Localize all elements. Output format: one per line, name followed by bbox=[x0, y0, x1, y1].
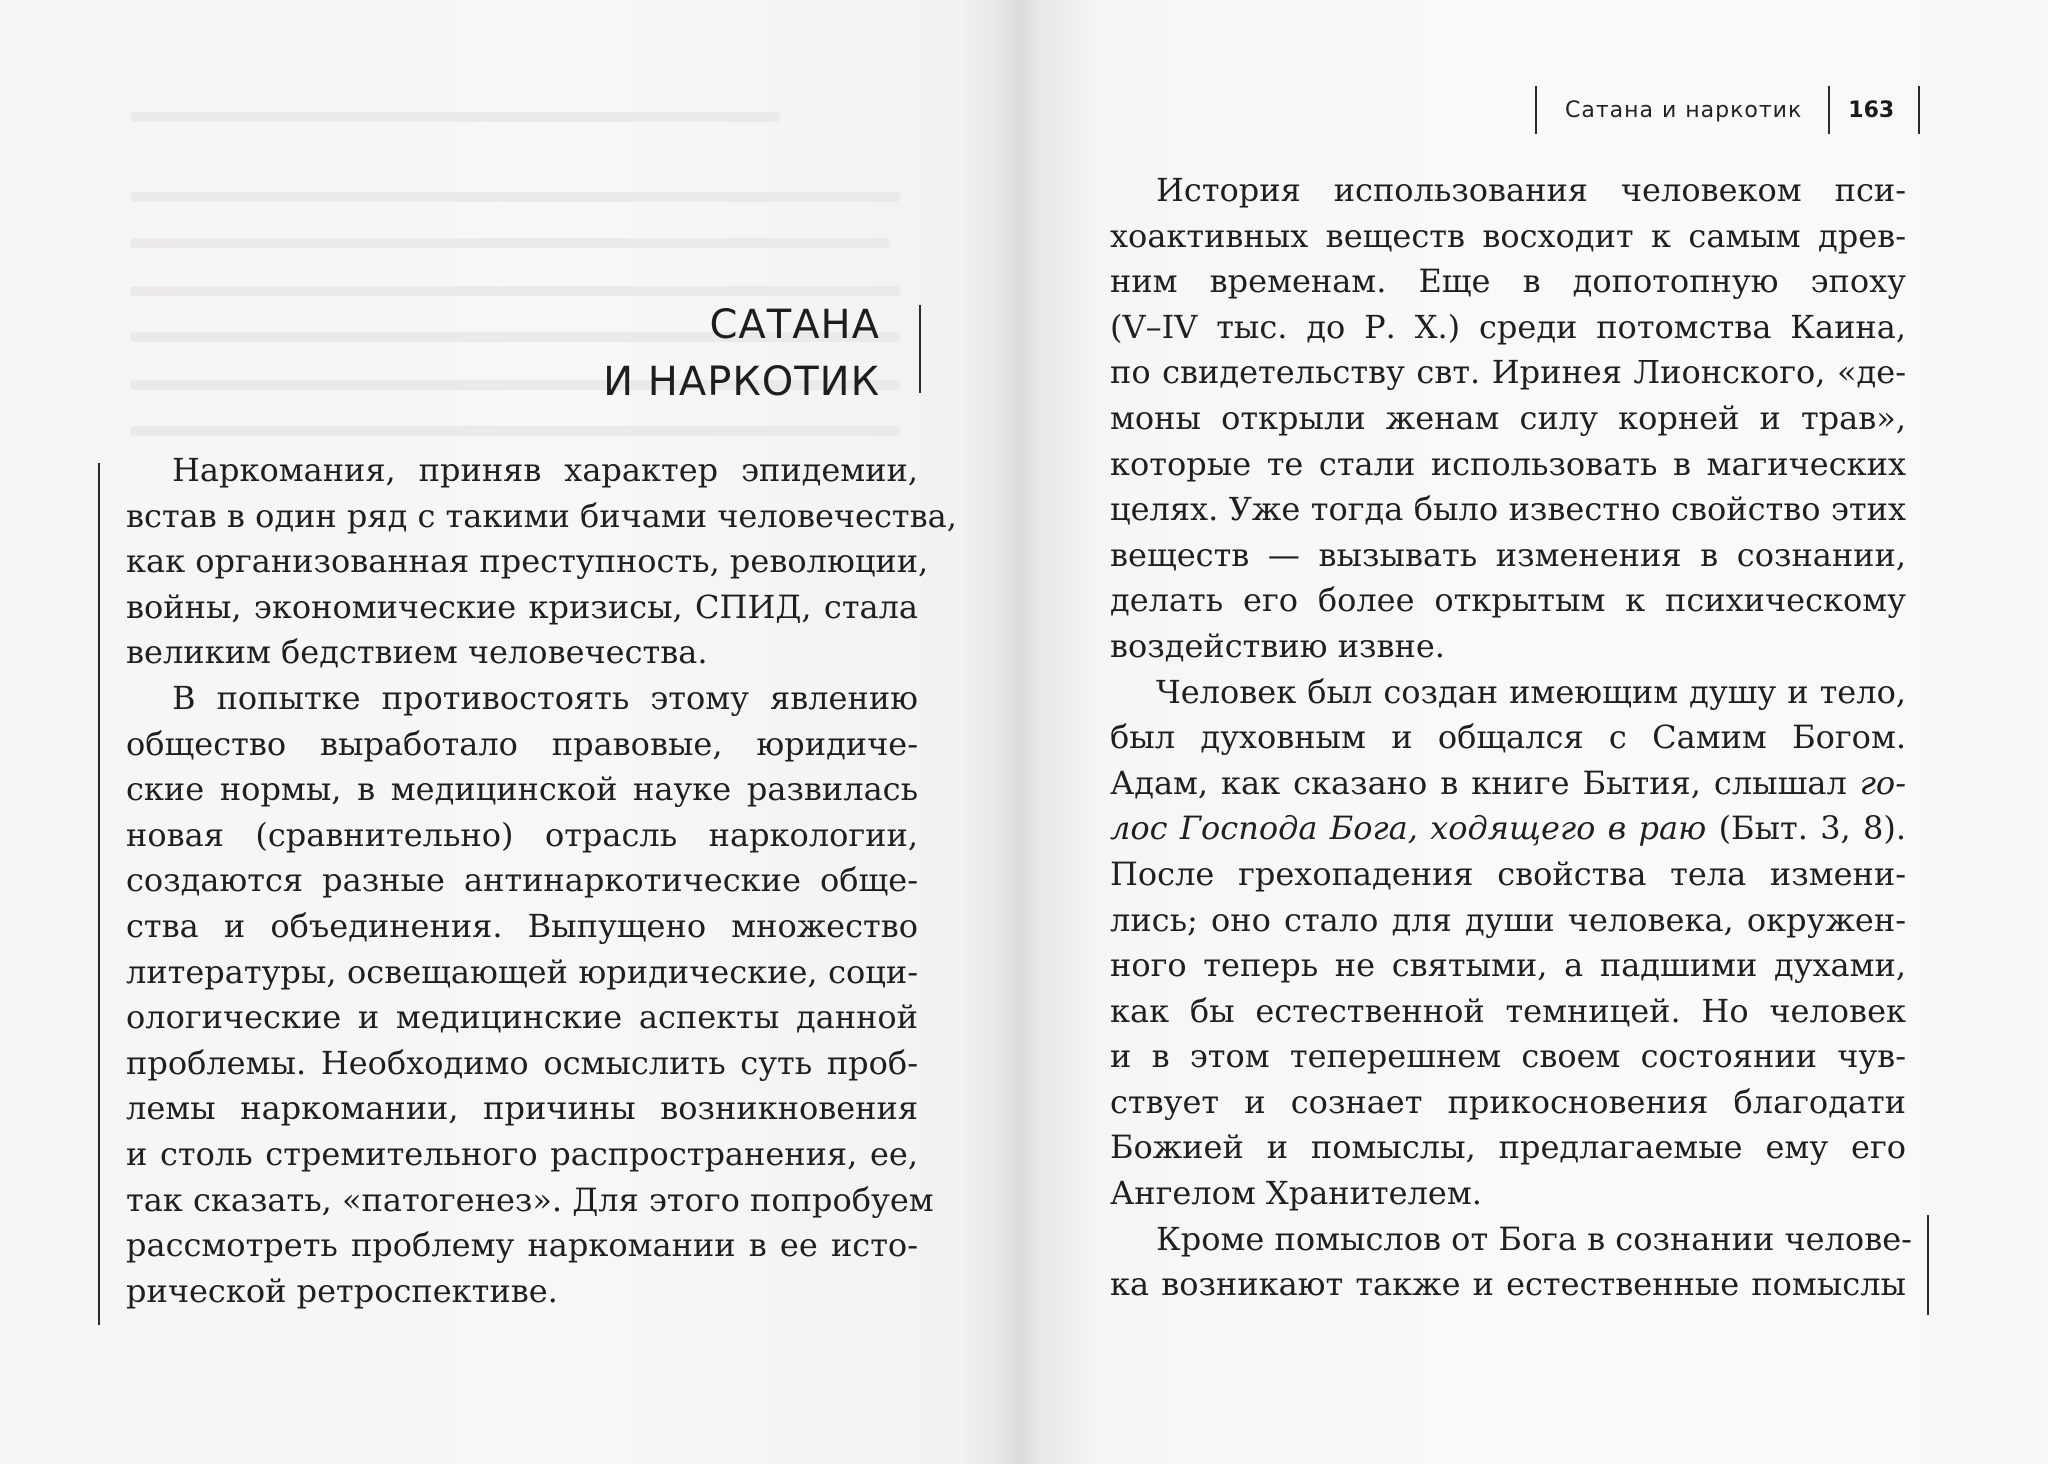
text-line: которые те стали использовать в магических bbox=[1110, 444, 1906, 483]
text-line: по свидетельству свт. Иринея Лионского, «де- bbox=[1110, 353, 1906, 392]
text-line: и столь стремительного распространения, ее, bbox=[126, 1134, 918, 1173]
italic-quote: го- bbox=[1859, 763, 1906, 802]
text-line: История использования человеком пси- bbox=[1156, 171, 1906, 209]
text-line: лос Господа Бога, ходящего в раю (Быт. 3, 8). bbox=[1110, 809, 1907, 848]
text-line: как бы естественной темницей. Но человек bbox=[1110, 991, 1906, 1030]
italic-quote: лос Господа Бога, ходящего в раю bbox=[1110, 809, 1707, 848]
right-margin-rule bbox=[1927, 1215, 1929, 1315]
text-line: В попытке противостоять этому явлению bbox=[172, 678, 918, 717]
text-line: Человек был создан имеющим душу и тело, bbox=[1156, 672, 1906, 711]
text-line: хоактивных веществ восходит к самым древ- bbox=[1110, 216, 1906, 255]
text-line: Божией и помыслы, предлагаемые ему его bbox=[1110, 1128, 1906, 1167]
text-line: Кроме помыслов от Бога в сознании челове- bbox=[1156, 1219, 1912, 1258]
text-line: ного теперь не святыми, а падшими духами, bbox=[1110, 946, 1906, 985]
text-line: воздействию извне. bbox=[1110, 626, 1445, 665]
text-line: ним временам. Еще в допотопную эпоху bbox=[1110, 262, 1906, 301]
text-line: войны, экономические кризисы, СПИД, стала bbox=[126, 587, 918, 626]
text-line: целях. Уже тогда было известно свойство этих bbox=[1110, 490, 1906, 529]
text-line: общество выработало правовые, юридиче- bbox=[126, 724, 918, 763]
text-line: и в этом теперешнем своем состоянии чув- bbox=[1110, 1037, 1906, 1076]
left-margin-rule bbox=[98, 463, 100, 1325]
text-line: Ангелом Хранителем. bbox=[1110, 1174, 1482, 1213]
left-page bbox=[0, 0, 1020, 1464]
text-line: Адам, как сказано в книге Бытия, слышал го- bbox=[1110, 763, 1906, 802]
text-line: рической ретроспективе. bbox=[126, 1271, 558, 1310]
text-line: Наркомания, приняв характер эпидемии, bbox=[172, 451, 918, 489]
left-page-body bbox=[126, 448, 957, 1314]
text-line: рассмотреть проблему наркомании в ее исто- bbox=[126, 1226, 918, 1265]
text-line: встав в один ряд с такими бичами человечества, bbox=[126, 496, 957, 535]
text-line: веществ — вызывать изменения в сознании, bbox=[1110, 535, 1906, 574]
chapter-title-rule bbox=[919, 305, 921, 393]
text-line: проблемы. Необходимо осмыслить суть проб- bbox=[126, 1043, 918, 1082]
text-line: ства и объединения. Выпущено множество bbox=[126, 906, 918, 945]
text-line: создаются разные антинаркотические обще- bbox=[126, 861, 918, 900]
text-line: был духовным и общался с Самим Богом. bbox=[1110, 718, 1906, 757]
page-number: 163 bbox=[1848, 97, 1895, 123]
text-line: ка возникают также и естественные помыслы bbox=[1110, 1265, 1906, 1304]
chapter-title-line-2: И НАРКОТИК bbox=[603, 359, 880, 405]
chapter-title-line-1: САТАНА bbox=[709, 302, 880, 348]
running-head-title: Сатана и наркотик bbox=[1565, 97, 1803, 123]
text-line: лемы наркомании, причины возникновения bbox=[126, 1089, 918, 1128]
text-line: литературы, освещающей юридические, соци- bbox=[126, 952, 918, 991]
text-line: лись; оно стало для души человека, окружен- bbox=[1110, 900, 1906, 939]
text-line: (V–IV тыс. до Р. Х.) среди потомства Каина, bbox=[1110, 307, 1906, 346]
text-line: моны открыли женам силу корней и трав», bbox=[1110, 398, 1906, 437]
show-through-line bbox=[130, 426, 900, 436]
text-line: так сказать, «патогенез». Для этого попробуем bbox=[126, 1180, 934, 1219]
text-line: ские нормы, в медицинской науке развилась bbox=[126, 770, 918, 809]
text-line: новая (сравнительно) отрасль наркологии, bbox=[126, 815, 918, 854]
running-head bbox=[1535, 86, 1920, 134]
text-line: делать его более открытым к психическому bbox=[1110, 581, 1906, 620]
right-page-body bbox=[1110, 168, 1912, 1308]
chapter-title bbox=[603, 297, 880, 411]
text-line: ствует и сознает прикосновения благодати bbox=[1110, 1082, 1906, 1121]
show-through-line bbox=[130, 238, 890, 248]
text-line: как организованная преступность, революции, bbox=[126, 542, 929, 581]
text-line: После грехопадения свойства тела измени- bbox=[1110, 854, 1906, 893]
show-through-line bbox=[130, 192, 900, 202]
running-head-rule bbox=[1918, 86, 1920, 134]
show-through-line bbox=[130, 286, 900, 296]
text-line: великим бедствием человечества. bbox=[126, 633, 708, 672]
text-line: ологические и медицинские аспекты данной bbox=[126, 998, 918, 1037]
show-through-line bbox=[130, 112, 780, 122]
